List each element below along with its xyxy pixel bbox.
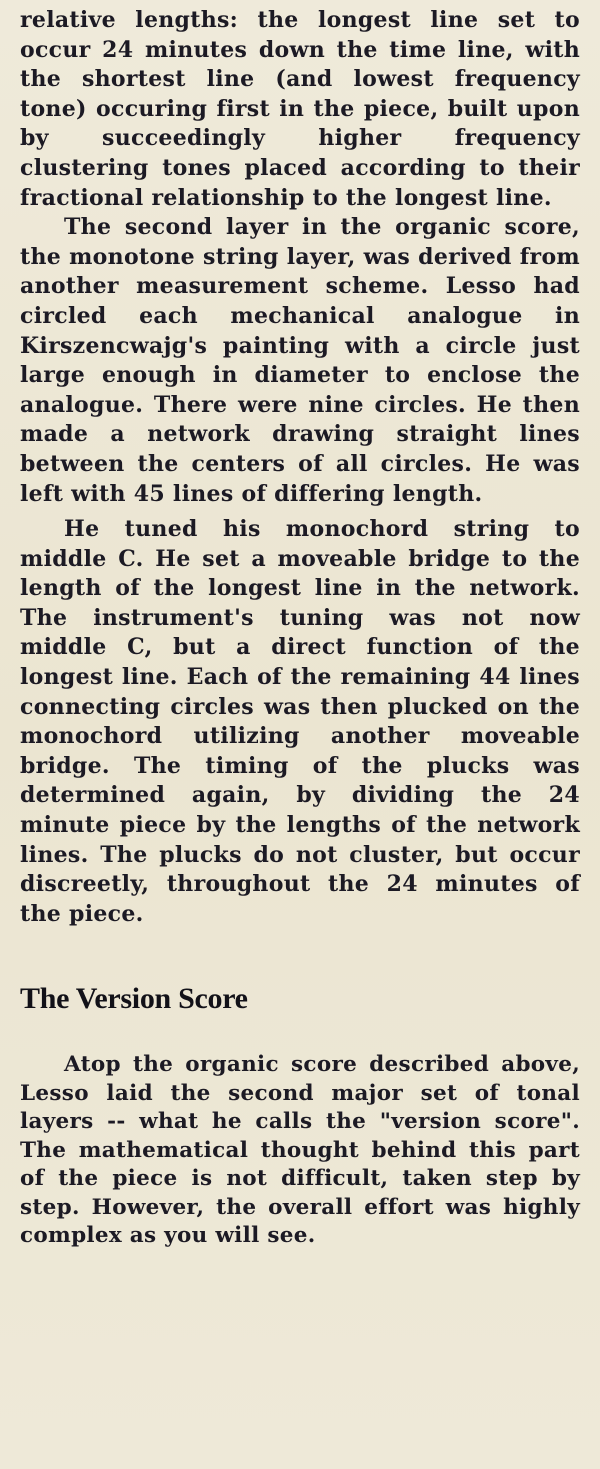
paragraph-2: The second layer in the organic score, the monotone string layer, was derived from another measurement scheme. Lesso had circled each mechanical analogue in Kirszencwajg's painting with a circle just large enough in diameter to enclose the analogue. There were nine circles. He then made a network drawing straight lines between the centers of all circles. He was left with 45 lines of differing length. [20, 214, 580, 507]
paragraph-3: He tuned his monochord string to middle C. He set a moveable bridge to the length of the longest line in the network. The instrument's tuning was not now middle C, but a direct function of the longest line. Each of the remaining 44 lines connecting circles was then plucked on the monochord utilizing another moveable bridge. The timing of the plucks was determined again, by dividing the 24 minute piece by the lengths of the network lines. The plucks do not cluster, but occur discreetly, throughout the 24 minutes of the piece. [20, 516, 580, 927]
paragraph-1: relative lengths: the longest line set to occur 24 minutes down the time line, with the shortest line (and lowest frequency tone) occuring first in the piece, built upon by succeedingly higher frequency clustering tones placed according to their fractional relationship to the longest line. [20, 7, 580, 211]
section-heading: The Version Score [20, 982, 248, 1016]
paragraph-4: Atop the organic score described above, Lesso laid the second major set of tonal layers -- what he calls the "version score". The mathematical thought behind this part of the piece is not difficult, taken step by step. However, the overall effort was highly complex as you will see. [20, 1052, 580, 1249]
